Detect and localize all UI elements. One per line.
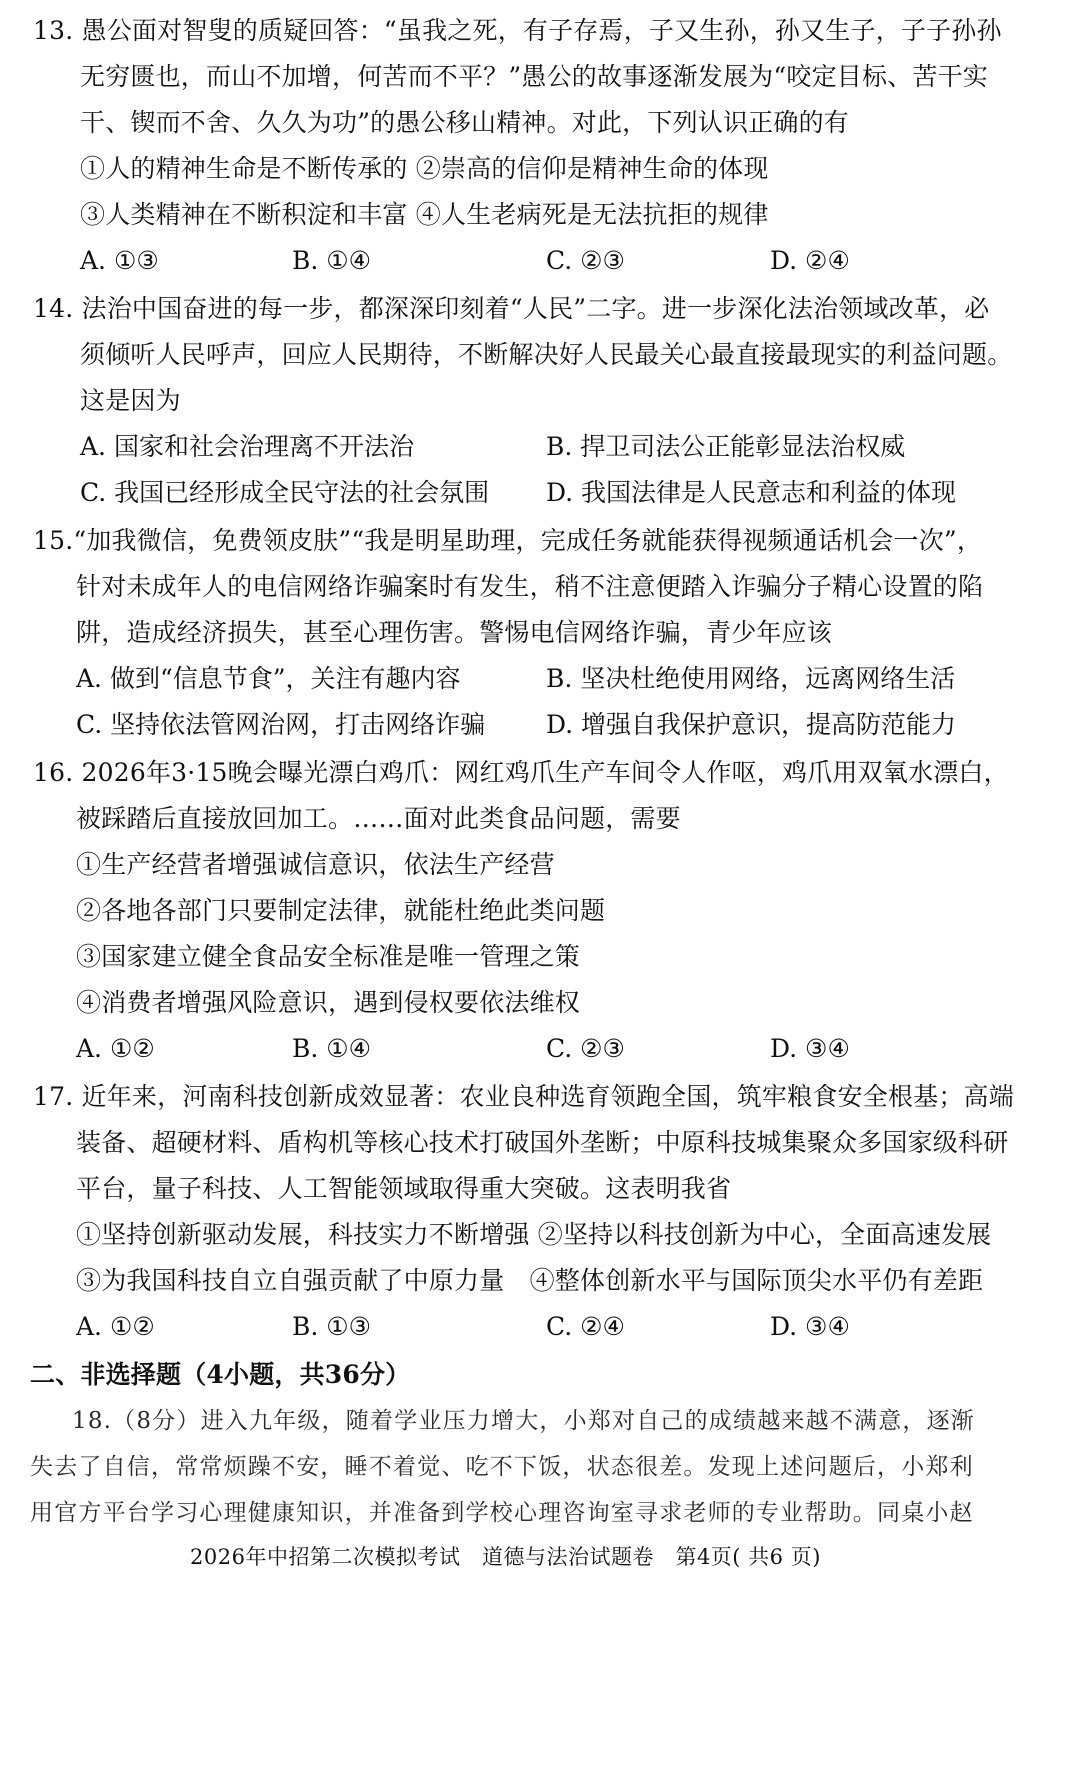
option-d: D. 增强自我保护意识，提高防范能力 xyxy=(546,710,957,739)
option-a: A. ①② xyxy=(76,1034,155,1063)
question-14-line-1: 14. 法治中国奋进的每一步，都深深印刻着“人民”二字。进一步深化法治领域改革，必 xyxy=(33,292,989,326)
question-13-line-2: 无穷匮也，而山不加增，何苦而不平？”愚公的故事逐渐发展为“咬定目标、苦干实 xyxy=(80,62,988,91)
question-16-line-2: 被踩踏后直接放回加工。……面对此类食品问题，需要 xyxy=(76,804,681,833)
statement-line: ①人的精神生命是不断传承的 ②崇高的信仰是精神生命的体现 xyxy=(80,154,769,183)
option-d: D. ②④ xyxy=(770,246,850,275)
question-13-line-3: 干、锲而不舍、久久为功”的愚公移山精神。对此，下列认识正确的有 xyxy=(80,108,849,137)
statement-line: ③为我国科技自立自强贡献了中原力量 ④整体创新水平与国际顶尖水平仍有差距 xyxy=(76,1266,984,1295)
option-a: A. 国家和社会治理离不开法治 xyxy=(80,432,414,461)
option-b: B. ①④ xyxy=(292,1034,372,1063)
question-14-line-2: 须倾听人民呼声，回应人民期待，不断解决好人民最关心最直接最现实的利益问题。 xyxy=(80,340,1013,369)
question-17-line-1: 17. 近年来，河南科技创新成效显著：农业良种选育领跑全国，筑牢粮食安全根基；高端 xyxy=(33,1080,1014,1114)
question-17-line-3: 平台，量子科技、人工智能领域取得重大突破。这表明我省 xyxy=(76,1174,732,1203)
statement-line: ②各地各部门只要制定法律，就能杜绝此类问题 xyxy=(76,896,606,925)
question-16-line-1: 16. 2026年3·15晚会曝光漂白鸡爪：网红鸡爪生产车间令人作呕，鸡爪用双氧水漂白， xyxy=(33,756,1009,790)
question-14-line-3: 这是因为 xyxy=(80,386,181,415)
statement-line: ④消费者增强风险意识，遇到侵权要依法维权 xyxy=(76,988,581,1017)
option-c: C. ②④ xyxy=(546,1312,625,1341)
statement-line: ①生产经营者增强诚信意识，依法生产经营 xyxy=(76,850,555,879)
question-15-line-2: 针对未成年人的电信网络诈骗案时有发生，稍不注意便踏入诈骗分子精心设置的陷 xyxy=(76,572,984,601)
option-c: C. 我国已经形成全民守法的社会氛围 xyxy=(80,478,490,507)
statement-line: ③人类精神在不断积淀和丰富 ④人生老病死是无法抗拒的规律 xyxy=(80,200,769,229)
section-2-heading: 二、非选择题（4小题，共36分） xyxy=(30,1360,411,1389)
question-18-line-3: 用官方平台学习心理健康知识，并准备到学校心理咨询室寻求老师的专业帮助。同桌小赵 xyxy=(30,1500,974,1526)
option-c: C. 坚持依法管网治网，打击网络诈骗 xyxy=(76,710,486,739)
question-number: 14. xyxy=(33,294,74,323)
question-number: 13. xyxy=(33,16,74,45)
option-d: D. 我国法律是人民意志和利益的体现 xyxy=(546,478,957,507)
question-15-line-1: 15.“加我微信，免费领皮肤”“我是明星助理，完成任务就能获得视频通话机会一次”， xyxy=(33,524,982,558)
option-b: B. ①④ xyxy=(292,246,372,275)
question-13-line-1: 13. 愚公面对智叟的质疑回答：“虽我之死，有子存焉，子又生孙，孙又生子，子子孙孙 xyxy=(33,14,1002,48)
question-15-line-3: 阱，造成经济损失，甚至心理伤害。警惕电信网络诈骗，青少年应该 xyxy=(76,618,833,647)
option-d: D. ③④ xyxy=(770,1312,850,1341)
question-number: 17. xyxy=(33,1082,74,1111)
option-d: D. ③④ xyxy=(770,1034,850,1063)
question-17-line-2: 装备、超硬材料、盾构机等核心技术打破国外垄断；中原科技城集聚众多国家级科研 xyxy=(76,1128,1009,1157)
option-a: A. 做到“信息节食”，关注有趣内容 xyxy=(76,664,461,693)
option-a: A. ①③ xyxy=(80,246,159,275)
question-18-line-1: 18.（8分）进入九年级，随着学业压力增大，小郑对自己的成绩越来越不满意，逐渐 xyxy=(72,1408,976,1434)
question-number: 15. xyxy=(33,526,74,555)
option-b: B. 坚决杜绝使用网络，远离网络生活 xyxy=(546,664,956,693)
question-18-line-2: 失去了自信，常常烦躁不安，睡不着觉、吃不下饭，状态很差。发现上述问题后，小郑利 xyxy=(30,1454,974,1480)
option-c: C. ②③ xyxy=(546,1034,625,1063)
statement-line: ③国家建立健全食品安全标准是唯一管理之策 xyxy=(76,942,581,971)
option-b: B. ①③ xyxy=(292,1312,372,1341)
option-b: B. 捍卫司法公正能彰显法治权威 xyxy=(546,432,906,461)
option-a: A. ①② xyxy=(76,1312,155,1341)
option-c: C. ②③ xyxy=(546,246,625,275)
page-footer: 2026年中招第二次模拟考试 道德与法治试题卷 第4页( 共6 页) xyxy=(190,1545,821,1569)
statement-line: ①坚持创新驱动发展，科技实力不断增强 ②坚持以科技创新为中心，全面高速发展 xyxy=(76,1220,992,1249)
question-number: 16. xyxy=(33,758,74,787)
